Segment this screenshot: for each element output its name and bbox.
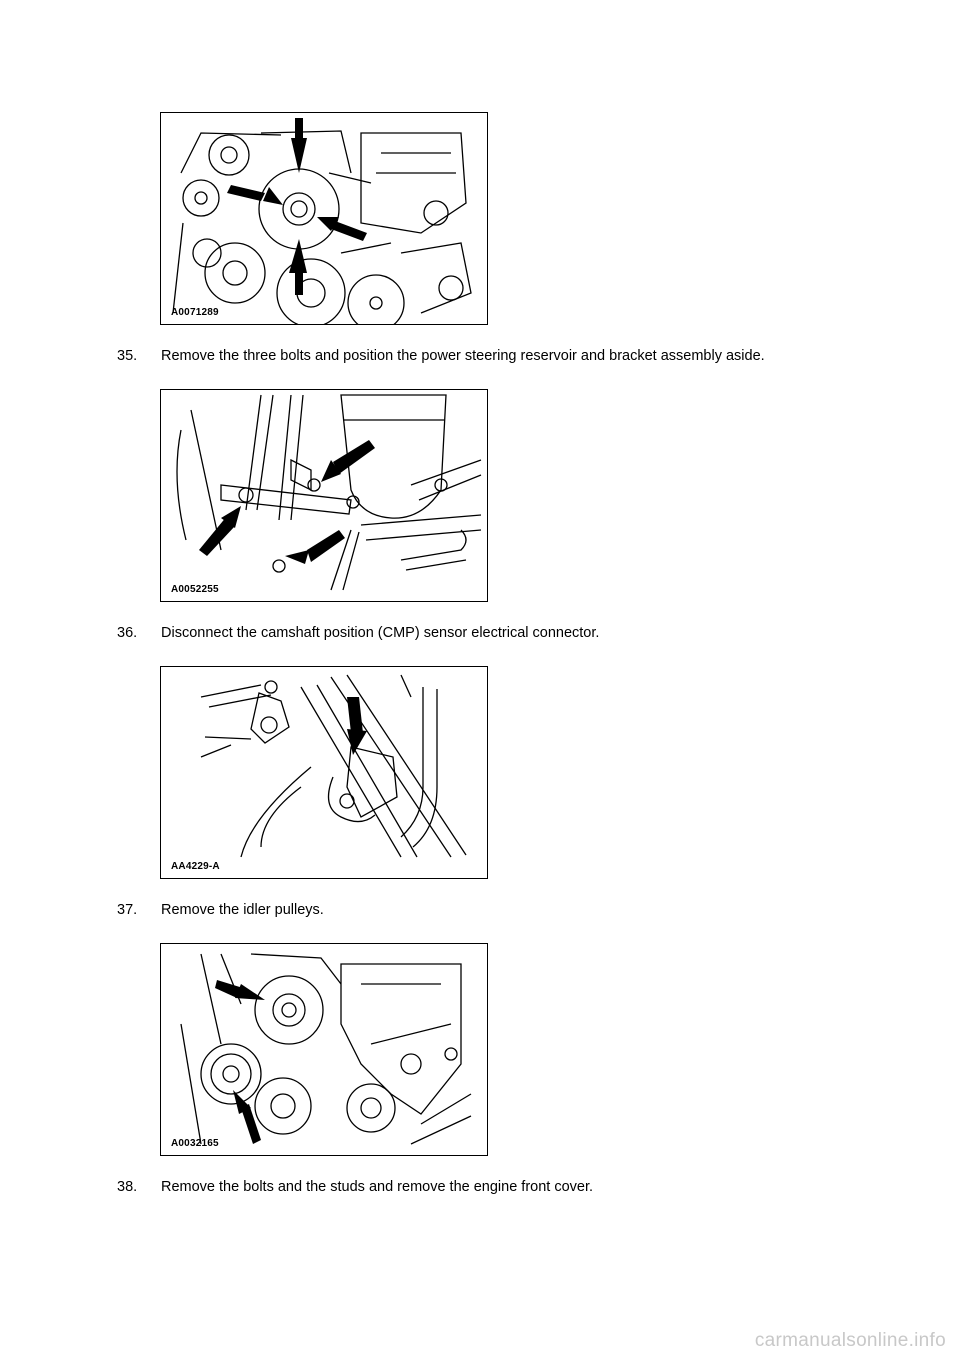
figure-power-steering-reservoir [160, 389, 488, 602]
illustration-power-steering-reservoir [161, 390, 487, 601]
figure-idler-pulleys [160, 943, 488, 1156]
illustration-cmp-sensor [161, 667, 487, 878]
step-text: Disconnect the camshaft position (CMP) sensor electrical connector. [161, 625, 600, 641]
figure-id: A0052255 [171, 584, 219, 595]
step-37 [117, 901, 324, 919]
step-text: Remove the idler pulleys. [161, 902, 324, 918]
illustration-crankshaft-pulley [161, 113, 487, 324]
step-text: Remove the three bolts and position the power steering reservoir and bracket assembly aside. [161, 348, 765, 364]
watermark: carmanualsonline.info [754, 1330, 946, 1351]
step-38 [117, 1178, 593, 1196]
step-number: 35. [117, 348, 138, 364]
step-35 [117, 347, 765, 365]
step-number: 38. [117, 1179, 138, 1195]
figure-id: A0032165 [171, 1138, 219, 1149]
step-36 [117, 624, 599, 642]
step-number: 37. [117, 902, 138, 918]
figure-cmp-sensor [160, 666, 488, 879]
step-number: 36. [117, 625, 138, 641]
step-text: Remove the bolts and the studs and remove the engine front cover. [161, 1179, 594, 1195]
figure-crankshaft-pulley [160, 112, 488, 325]
figure-id: AA4229-A [171, 861, 220, 872]
illustration-idler-pulleys [161, 944, 487, 1155]
figure-id: A0071289 [171, 307, 219, 318]
